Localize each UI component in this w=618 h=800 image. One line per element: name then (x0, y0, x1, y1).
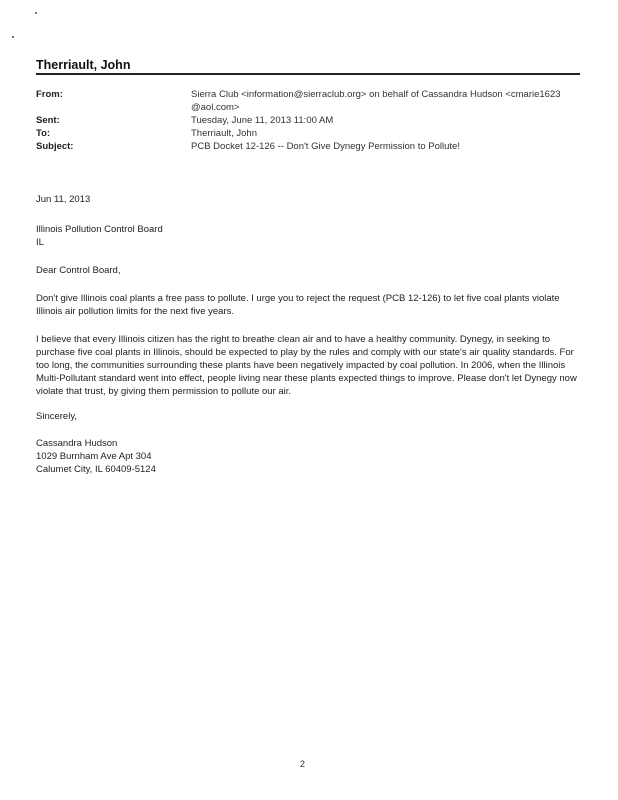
signature-block (36, 437, 584, 476)
from-row (36, 88, 596, 114)
page-number: 2 (300, 759, 306, 769)
to-value: Therriault, John (191, 128, 258, 139)
sent-row (36, 114, 596, 127)
subject-label: Subject: (36, 141, 74, 152)
from-label: From: (36, 89, 63, 100)
recipient-block (36, 223, 584, 249)
body-paragraph-2: I believe that every Illinois citizen has the right to breathe clean air and to have a healthy community. Dynegy, in seeking to purchase five coal plants in Illinois, should be expected to play by the rules and comply with our state's air quality standards. For too long, the communities surrounding these plants have been negatively impacted by coal pollution. In 2006, when the Illinois Multi-Pollutant standard went into effect, people living near these plants expected things to improve. Please don't let Dynegy now violate that trust, by giving them permission to pollute our air. (36, 334, 577, 397)
closing: Sincerely, (36, 411, 78, 422)
signer-address-line-2: Calumet City, IL 60409-5124 (36, 464, 156, 475)
body-paragraph-1: Don't give Illinois coal plants a free pass to pollute. I urge you to reject the request (PCB 12-126) to let five coal plants violate Illinois air pollution limits for the next five years. (36, 293, 560, 317)
signer-name: Cassandra Hudson (36, 438, 118, 449)
salutation: Dear Control Board, (36, 265, 121, 276)
mailbox-owner-name: Therriault, John (36, 58, 131, 72)
subject-row (36, 140, 596, 153)
to-row (36, 127, 596, 140)
email-header-block (36, 88, 596, 153)
recipient-state: IL (36, 237, 44, 248)
scan-speck (12, 36, 14, 38)
to-label: To: (36, 128, 51, 139)
letter-date: Jun 11, 2013 (36, 194, 91, 205)
header-divider (36, 73, 580, 75)
scan-speck (35, 12, 37, 14)
signer-address-line-1: 1029 Burnham Ave Apt 304 (36, 451, 152, 462)
sent-value: Tuesday, June 11, 2013 11:00 AM (191, 115, 334, 126)
subject-value: PCB Docket 12-126 -- Don't Give Dynegy Permission to Pollute! (191, 141, 460, 152)
from-value: Sierra Club <information@sierraclub.org> on behalf of Cassandra Hudson <cmarie1623 @aol.com> (191, 89, 561, 113)
sent-label: Sent: (36, 115, 60, 126)
recipient-organization: Illinois Pollution Control Board (36, 224, 163, 235)
